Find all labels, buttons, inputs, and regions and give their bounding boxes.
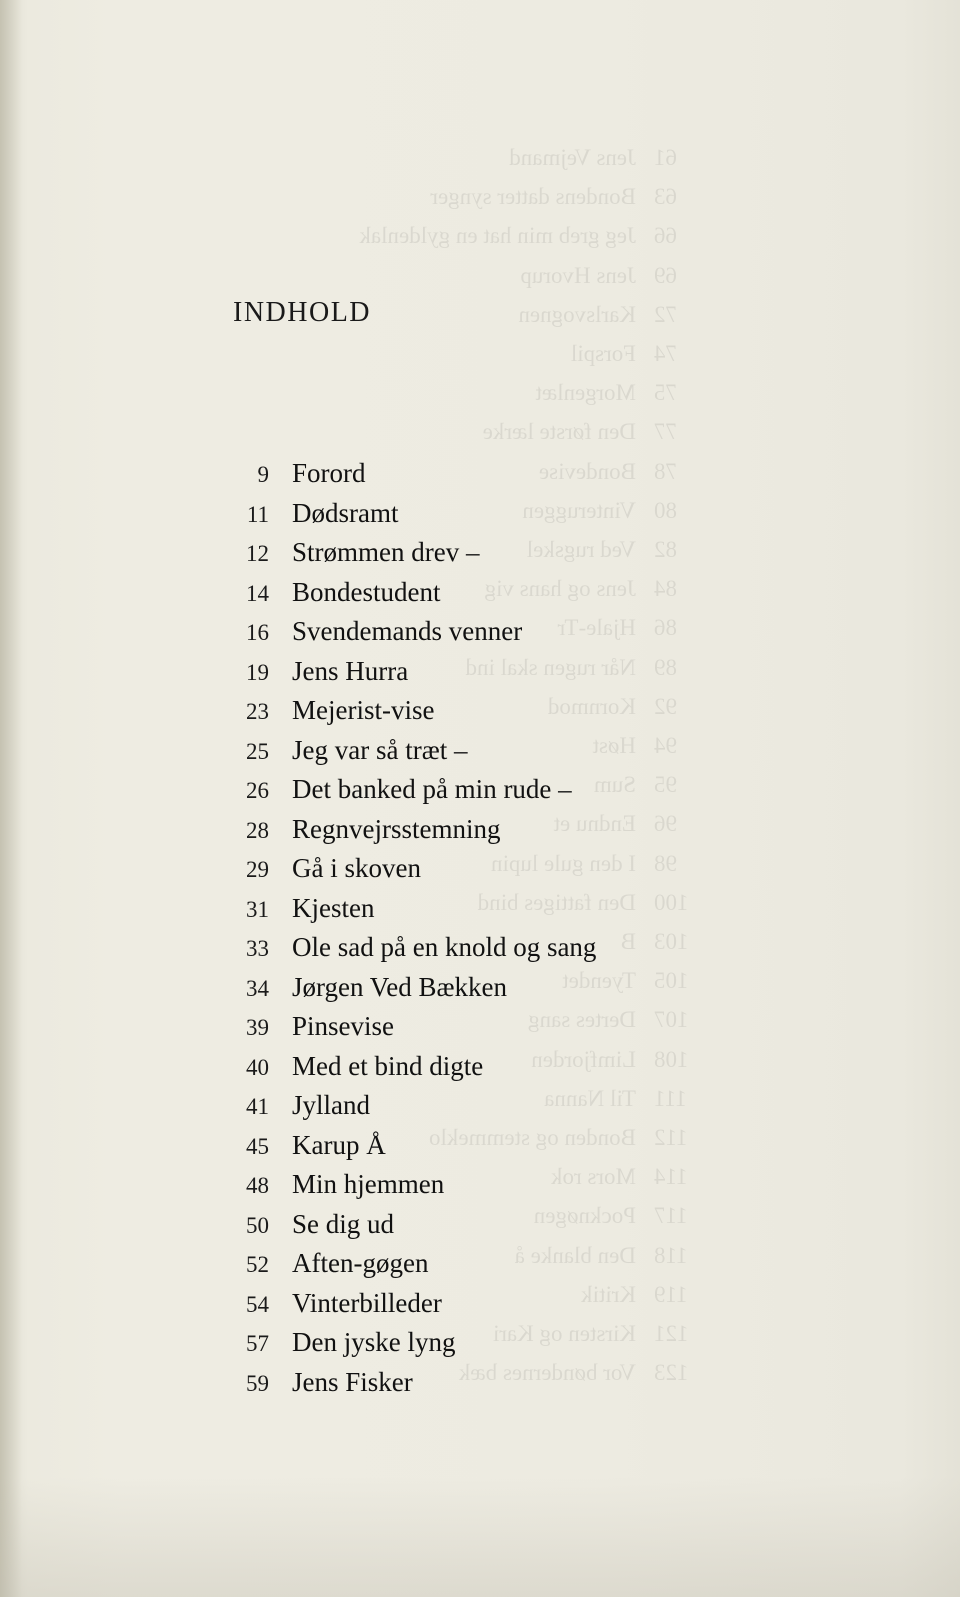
show-through-title: Hjale-Tr: [557, 615, 636, 641]
toc-title: Regnvejrsstemning: [292, 813, 501, 844]
toc-page-number: 57: [246, 1331, 269, 1356]
show-through-title: Endnu et: [553, 811, 636, 837]
show-through-page-number: 63: [654, 184, 677, 210]
show-through-title: Til Nanna: [544, 1085, 636, 1111]
show-through-title: Jens Hvorup: [520, 262, 636, 288]
show-through-title: Den fattiges bind: [477, 889, 636, 915]
show-through-page-number: 92: [654, 693, 677, 719]
show-through-page-number: 107: [654, 1007, 689, 1033]
toc-entry: [225, 537, 745, 577]
toc-title: Gå i skoven: [292, 853, 421, 883]
show-through-page-number: 96: [654, 811, 677, 837]
toc-title: Karup Å: [292, 1129, 386, 1160]
toc-entry: [225, 498, 745, 538]
show-through-page-number: 80: [654, 497, 677, 523]
show-through-row: [230, 145, 690, 177]
toc-entry: [225, 616, 745, 656]
toc-title: Jeg var så træt –: [292, 734, 468, 765]
show-through-page-number: 69: [654, 262, 677, 288]
toc-title: Kjesten: [292, 892, 375, 923]
show-through-page-number: 74: [654, 341, 677, 366]
show-through-title: Jeg greb min hat en gyldenlak: [359, 223, 636, 249]
show-through-row: [230, 341, 690, 373]
toc-entry: [225, 656, 745, 696]
show-through-page-number: 98: [654, 850, 677, 876]
show-through-page-number: 108: [654, 1046, 689, 1072]
show-through-page-number: 118: [654, 1242, 688, 1268]
show-through-title: Mors rok: [551, 1164, 636, 1190]
show-through-page-number: 94: [654, 733, 677, 758]
show-through-page-number: 114: [654, 1164, 688, 1190]
show-through-page-number: 86: [654, 615, 677, 641]
show-through-page-number: 77: [654, 419, 677, 445]
toc-title: Jylland: [292, 1090, 370, 1120]
show-through-title: Kritik: [581, 1281, 636, 1307]
toc-page-number: 33: [246, 936, 269, 961]
show-through-title: Limfjorden: [531, 1046, 636, 1072]
toc-entry: [225, 1090, 745, 1130]
toc-entry: [225, 850, 745, 893]
show-through-page-number: 66: [654, 223, 677, 249]
show-through-title: B: [620, 929, 636, 954]
show-through-title: Tyendet: [562, 968, 636, 994]
toc-page-number: 59: [246, 1370, 269, 1396]
show-through-title: I den gule lupin: [491, 850, 636, 876]
toc-entry: [225, 1327, 745, 1367]
toc-page-number: 45: [246, 1133, 269, 1159]
toc-page-number: 11: [246, 501, 269, 527]
toc-page-number: 50: [246, 1212, 269, 1238]
show-through-page-number: 61: [654, 145, 677, 170]
show-through-title: Jens og hans vig: [484, 576, 636, 602]
toc-entry: [225, 1248, 745, 1288]
toc-entry: [225, 1051, 745, 1091]
toc-title: Pinsevise: [292, 1011, 395, 1041]
toc-page-number: 29: [246, 857, 269, 882]
show-through-page-number: 119: [654, 1281, 688, 1307]
toc-entry: [225, 774, 745, 814]
toc-title: Med et bind digte: [292, 1050, 484, 1081]
toc-title: Bondestudent: [292, 576, 441, 607]
toc-page-number: 28: [246, 817, 269, 843]
toc-entry: [225, 814, 745, 854]
toc-page-number: 16: [246, 620, 269, 645]
spine-shadow: [0, 0, 22, 1597]
show-through-page-number: 103: [654, 929, 689, 954]
show-through-page-number: 89: [654, 654, 677, 680]
toc-entry: [225, 932, 745, 972]
show-through-title: Forspil: [570, 341, 636, 366]
bottom-shade: [0, 1477, 960, 1597]
show-through-page-number: 84: [654, 576, 677, 602]
toc-title: Se dig ud: [292, 1208, 395, 1239]
toc-entry: [225, 1169, 745, 1209]
show-through-page-number: 105: [654, 968, 689, 994]
toc-entry: [225, 893, 745, 933]
show-through-page-number: 111: [654, 1085, 687, 1111]
toc-title: Dødsramt: [292, 497, 399, 528]
show-through-row: [230, 184, 690, 216]
show-through-page-number: 95: [654, 772, 677, 798]
toc-page-number: 34: [246, 975, 269, 1001]
toc-page-number: 39: [246, 1015, 269, 1040]
show-through-row: [230, 419, 690, 451]
toc-title: Det banked på min rude –: [292, 774, 572, 804]
toc-title: Mejerist-vise: [292, 695, 435, 725]
toc-heading: INDHOLD: [233, 297, 372, 328]
toc-title: Svendemands venner: [292, 616, 523, 646]
toc-page-number: 41: [246, 1094, 269, 1119]
toc-entry: [225, 972, 745, 1012]
toc-entry: [225, 577, 745, 617]
show-through-row: [230, 380, 690, 412]
show-through-page-number: 72: [654, 301, 677, 327]
show-through-row: [230, 263, 690, 295]
show-through-title: Kirsten og Kari: [492, 1321, 636, 1346]
toc-page-number: 19: [246, 659, 269, 685]
show-through-title: Dertes sang: [528, 1007, 636, 1033]
show-through-page-number: 100: [654, 889, 689, 915]
toc-title: Forord: [292, 458, 366, 488]
toc-page-number: 54: [246, 1291, 269, 1317]
toc-title: Vinterbilleder: [292, 1287, 442, 1318]
toc-title: Ole sad på en knold og sang: [292, 932, 597, 962]
show-through-title: Den første lærke: [482, 419, 636, 445]
toc-page-number: 12: [246, 541, 269, 566]
show-through-title: Pocknøgen: [533, 1203, 636, 1229]
toc-entry: [225, 735, 745, 775]
toc-entry: [225, 1011, 745, 1051]
toc-title: Aften-gøgen: [292, 1248, 429, 1278]
toc-entry: [225, 1209, 745, 1249]
toc-title: Den jyske lyng: [292, 1327, 456, 1357]
show-through-title: Kornmod: [547, 693, 636, 719]
toc-page-number: 40: [246, 1054, 269, 1080]
show-through-title: Sum: [593, 772, 636, 798]
show-through-page-number: 82: [654, 537, 677, 562]
toc-page-number: 31: [246, 896, 269, 922]
show-through-title: Jens Vejmand: [509, 145, 636, 170]
show-through-title: Når rugen skal ind: [465, 654, 636, 680]
toc-entry: [225, 695, 745, 735]
show-through-title: Morgenlæt: [535, 380, 636, 406]
show-through-page-number: 75: [654, 380, 677, 406]
toc-title: Jens Fisker: [292, 1366, 413, 1397]
toc-entry: [225, 1367, 745, 1407]
show-through-title: Ved rugskel: [526, 537, 636, 562]
show-through-page-number: 123: [654, 1360, 689, 1386]
show-through-title: Bondevise: [538, 458, 636, 484]
show-through-title: Vinteruggen: [522, 497, 636, 523]
show-through-page-number: 78: [654, 458, 677, 484]
show-through-row: [230, 223, 690, 255]
show-through-page-number: 121: [654, 1321, 689, 1346]
show-through-title: Vor bøndernes bæk: [458, 1360, 636, 1386]
toc-page-number: 9: [257, 462, 269, 487]
toc-entry: [225, 458, 745, 498]
toc-entry: [225, 1288, 745, 1328]
table-of-contents: [225, 458, 745, 1406]
toc-page-number: 14: [246, 580, 269, 606]
show-through-title: Den blanke å: [514, 1242, 636, 1268]
toc-page-number: 23: [246, 699, 269, 724]
show-through-title: Karlsvognen: [518, 301, 636, 327]
toc-title: Min hjemmen: [292, 1169, 445, 1199]
toc-entry: [225, 1130, 745, 1170]
toc-title: Jørgen Ved Bækken: [292, 971, 507, 1002]
show-through-title: Høst: [592, 733, 636, 758]
toc-page-number: 48: [246, 1173, 269, 1198]
toc-page-number: 52: [246, 1252, 269, 1277]
show-through-title: Bonden og stemmeklo: [429, 1125, 636, 1150]
show-through-title: Bondens datter synger: [430, 184, 636, 210]
show-through-page-number: 117: [654, 1203, 688, 1229]
toc-page-number: 26: [246, 778, 269, 803]
toc-page-number: 25: [246, 738, 269, 764]
toc-title: Strømmen drev –: [292, 537, 480, 567]
show-through-page-number: 112: [654, 1125, 688, 1150]
toc-title: Jens Hurra: [292, 655, 409, 686]
